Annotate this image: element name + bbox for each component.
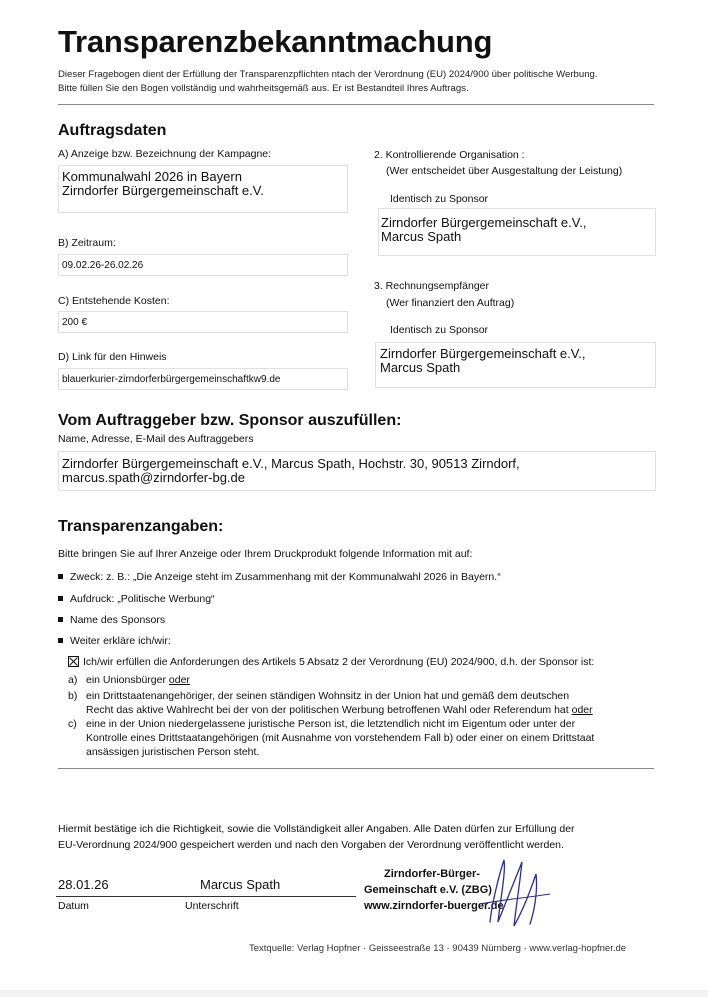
bullet-text: Aufdruck: „Politische Werbung“ [70, 593, 215, 605]
oder-underlined: oder [571, 704, 593, 716]
org3-value-1: Zirndorfer Bürgergemeinschaft e.V., [380, 346, 586, 361]
org3-value-2: Marcus Spath [380, 360, 461, 375]
bullet-text: Weiter erkläre ich/wir: [70, 635, 171, 647]
intro-line-1: Dieser Fragebogen dient der Erfüllung der Transparenzpflichten ntach der Verordnung (EU) 2024/900 über politische Werbung. [58, 69, 598, 80]
confirmation-line-1: Hiermit bestätige ich die Richtigkeit, sowie die Vollständigkeit aller Angaben. Alle Daten dürfen zur Erfüllung der [58, 823, 575, 835]
stamp-line-3: www.zirndorfer-buerger.de [364, 900, 504, 912]
field-a-label: A) Anzeige bzw. Bezeichnung der Kampagne: [58, 148, 272, 160]
sponsor-requirement-checkbox[interactable] [68, 656, 594, 668]
date-value[interactable]: 28.01.26 [58, 877, 109, 892]
field-a-value-1: Kommunalwahl 2026 in Bayern [62, 169, 242, 184]
bullet-text: Name des Sponsors [70, 614, 166, 626]
bullet-icon [58, 574, 63, 579]
bullet-icon [58, 617, 63, 622]
bullet-item [58, 614, 165, 626]
option-b-line-1: ein Drittstaatenangehöriger, der seinen ständigen Wohnsitz in der Union hat und gemäß dem deutschen [86, 690, 570, 702]
transparenz-intro: Bitte bringen Sie auf Ihrer Anzeige oder Ihrem Druckprodukt folgende Information mit auf: [58, 548, 473, 560]
bullet-item [58, 593, 215, 605]
option-c-line-3: ansässigen juristischen Person steht. [86, 746, 260, 758]
option-c-letter: c) [68, 718, 77, 730]
field-c-label: C) Entstehende Kosten: [58, 295, 170, 307]
field-a-value-2: Zirndorfer Bürgergemeinschaft e.V. [62, 183, 264, 198]
signature-line [56, 896, 356, 897]
org2-identisch: Identisch zu Sponsor [390, 193, 489, 205]
org3-label: 3. Rechnungsempfänger [374, 280, 489, 292]
stamp-line-2: Gemeinschaft e.V. (ZBG) [364, 884, 492, 896]
bullet-text: Zweck: z. B.: „Die Anzeige steht im Zusammenhang mit der Kommunalwahl 2026 in Bayern.“ [70, 571, 501, 583]
option-b-text: Recht das aktive Wahlrecht bei der von der politischen Werbung betroffenen Wahl oder Referendum hat [86, 704, 569, 716]
bullet-icon [58, 638, 63, 643]
divider [58, 104, 654, 105]
org2-sub: (Wer entscheidet über Ausgestaltung der Leistung) [386, 165, 623, 177]
stamp-line-1: Zirndorfer-Bürger- [384, 868, 480, 880]
org2-label: 2. Kontrollierende Organisation : [374, 149, 525, 161]
section-auftragsdaten: Auftragsdaten [58, 122, 167, 139]
org2-value-2: Marcus Spath [381, 229, 462, 244]
signature-label: Unterschrift [185, 900, 239, 912]
org3-identisch: Identisch zu Sponsor [390, 324, 489, 336]
confirmation-line-2: EU-Verordnung 2024/900 gespeichert werden und nach den Vorgaben der Verordnung veröffentlicht werden. [58, 839, 564, 851]
option-b-letter: b) [68, 690, 78, 702]
page-bottom-edge [0, 990, 708, 997]
checkbox-checked-icon[interactable] [68, 656, 79, 667]
intro-line-2: Bitte füllen Sie den Bogen vollständig und wahrheitsgemäß aus. Er ist Bestandteil Ihres Auftrags. [58, 83, 469, 94]
page-title: Transparenzbekanntmachung [58, 24, 493, 59]
date-label: Datum [58, 900, 89, 912]
signer-name[interactable]: Marcus Spath [200, 877, 281, 892]
handwritten-signature-icon [470, 852, 560, 930]
footer-source: Textquelle: Verlag Hopfner · Geisseestraße 13 · 90439 Nürnberg · www.verlag-hopfner.de [249, 943, 627, 954]
field-b-value: 09.02.26-26.02.26 [62, 260, 144, 271]
divider [58, 768, 654, 769]
section-sponsor: Vom Auftraggeber bzw. Sponsor auszufüllen: [58, 412, 402, 429]
oder-underlined: oder [168, 674, 190, 686]
option-a-text: ein Unionsbürger [86, 674, 166, 686]
option-a [86, 674, 190, 686]
sponsor-value-1: Zirndorfer Bürgergemeinschaft e.V., Marcus Spath, Hochstr. 30, 90513 Zirndorf, [62, 456, 520, 471]
bullet-icon [58, 596, 63, 601]
bullet-item [58, 571, 501, 583]
option-b-line-2 [86, 704, 593, 716]
option-a-letter: a) [68, 674, 78, 686]
org2-value-1: Zirndorfer Bürgergemeinschaft e.V., [381, 215, 587, 230]
option-c-line-1: eine in der Union niedergelassene juristische Person ist, die letztendlich nicht im Eigentum oder unter der [86, 718, 576, 730]
field-c-value: 200 € [62, 317, 88, 328]
field-c-box[interactable] [58, 311, 348, 333]
org3-sub: (Wer finanziert den Auftrag) [386, 297, 515, 309]
bullet-item [58, 635, 171, 647]
section-transparenz: Transparenzangaben: [58, 518, 224, 535]
option-c-line-2: Kontrolle eines Drittstaatangehörigen (mit Ausnahme von vorstehendem Fall b) oder einer on einem Drittstaat [86, 732, 595, 744]
checkbox-label: Ich/wir erfüllen die Anforderungen des Artikels 5 Absatz 2 der Verordnung (EU) 2024/900, d.h. der Sponsor ist: [83, 656, 595, 668]
sponsor-value-2: marcus.spath@zirndorfer-bg.de [62, 470, 245, 485]
field-d-label: D) Link für den Hinweis [58, 351, 167, 363]
sponsor-label: Name, Adresse, E-Mail des Auftraggebers [58, 433, 254, 445]
field-d-value: blauerkurier-zirndorferbürgergemeinschaftkw9.de [62, 374, 281, 385]
field-b-label: B) Zeitraum: [58, 237, 116, 249]
